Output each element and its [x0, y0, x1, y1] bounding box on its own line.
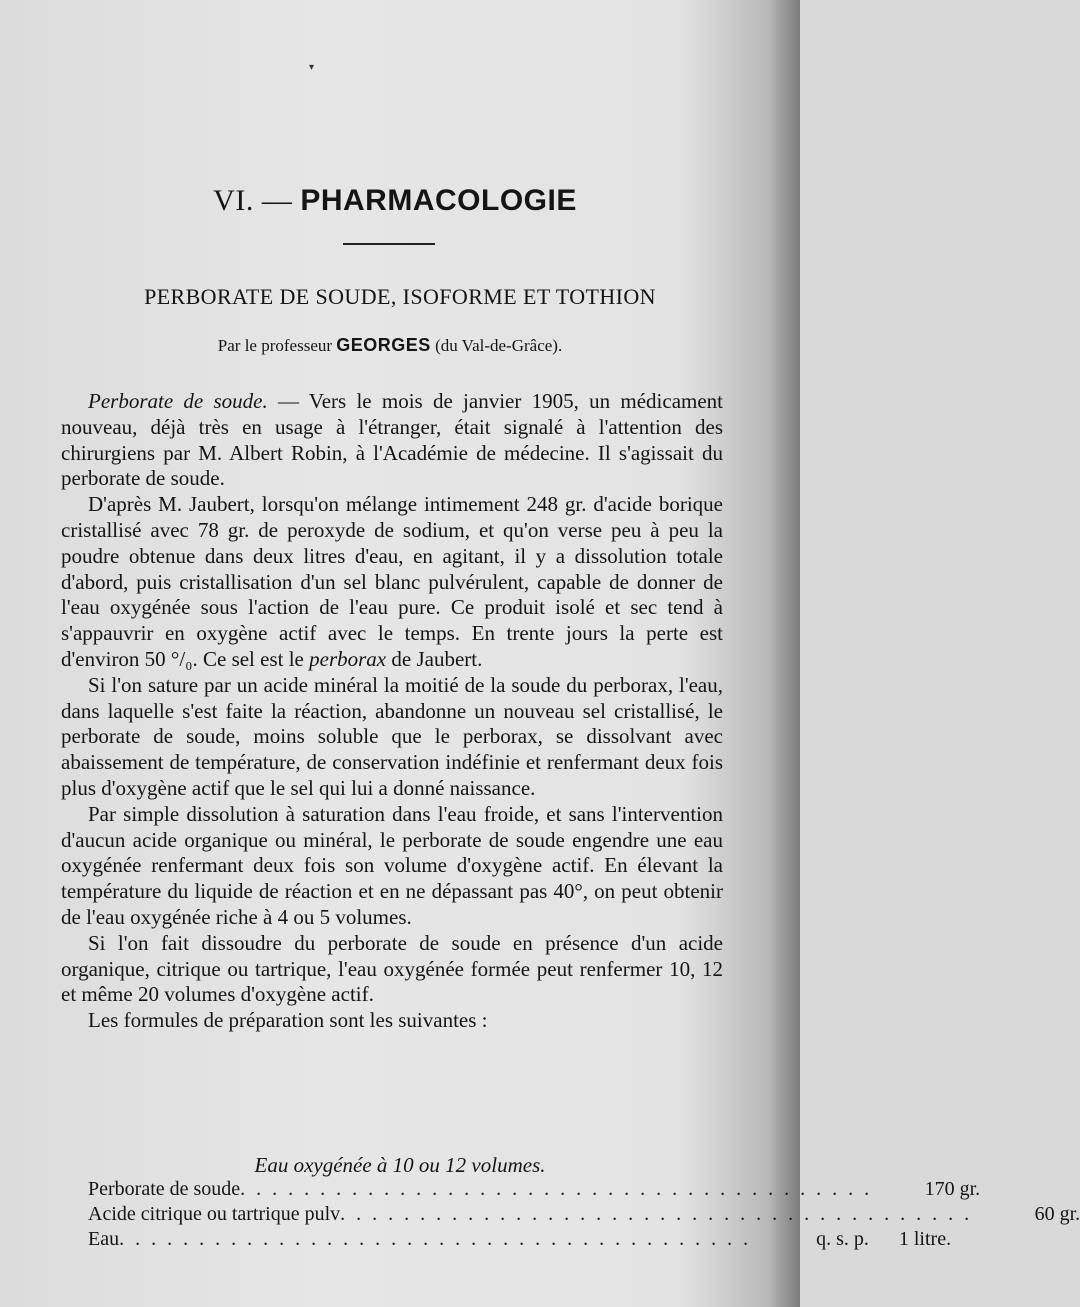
recipe-title: Eau oxygénée à 10 ou 12 volumes.	[254, 1153, 546, 1177]
paragraph-text: de Jaubert.	[386, 646, 483, 671]
paragraph-italic-term: perborax	[309, 646, 387, 671]
paragraph-lead: Perborate de soude.	[88, 389, 268, 413]
paragraph: Si l'on fait dissoudre du perborate de soude en présence d'un acide organique, citrique ou tartrique, l'eau oxygénée formée peut renfermer 10, 12 et même 20 volumes d'oxygène actif.	[61, 930, 723, 1007]
recipe-ingredient: Eau	[88, 1228, 120, 1250]
paragraph: Par simple dissolution à saturation dans l'eau froide, et sans l'intervention d'aucun acide organique ou minéral, le perborate de soude engendre une eau oxygénée renfermant deux fois son volume d'oxygène actif. En élevant la température du liquide de réaction et en ne dépassant pas 40°, on peut obtenir de l'eau oxygénée riche à 4 ou 5 volumes.	[61, 801, 723, 929]
paragraph-text: D'après M. Jaubert, lorsqu'on mélange intimement 248 gr. d'acide borique cristallisé avec 78 gr. de peroxyde de sodium, et qu'on verse peu à peu la poudre obtenue dans deux litres d'eau, en agitant, il y a dissolution totale d'abord, puis cristallisation d'un sel blanc pulvérulent, capable de donner de l'eau oxygénée sous l'action de l'eau pure. Ce produit isolé et sec tend à s'appauvrir en oxygène actif avec le temps. En trente jours la perte est d'environ 50 °/₀. Ce sel est le	[61, 492, 723, 671]
recipe-row	[88, 1227, 952, 1252]
byline-prefix: Par le professeur	[217, 336, 333, 355]
recipe-list	[88, 1177, 1080, 1252]
article-title: PERBORATE DE SOUDE, ISOFORME ET TOTHION	[144, 284, 656, 309]
paragraph: Si l'on sature par un acide minéral la moitié de la soude du perborax, l'eau, dans laquelle s'est faite la réaction, abandonne un nouveau sel cristallisé, le perborate de soude, moins soluble que le perborax, se dissolvant avec abaissement de température, de conservation indéfinie et renfermant deux fois plus d'oxygène actif que le sel qui lui a donné naissance.	[61, 672, 723, 800]
recipe-ingredient: Acide citrique ou tartrique pulv	[88, 1203, 341, 1225]
chapter-name: PHARMACOLOGIE	[300, 184, 577, 217]
paragraph	[61, 389, 723, 492]
leader-dots: . . . . . . . . . . . . . . . . . . . . . . . . . . . . . . . . . . . . . . . .	[340, 1203, 973, 1225]
chapter-number: VI. —	[213, 184, 293, 217]
chapter-heading	[0, 184, 790, 218]
byline	[0, 335, 780, 356]
recipe-ingredient: Perborate de soude	[88, 1178, 241, 1200]
paragraph	[61, 492, 723, 673]
heading-rule	[343, 243, 435, 245]
recipe-row	[88, 1202, 1080, 1227]
recipe-row	[88, 1177, 981, 1202]
byline-suffix: (du Val-de-Grâce).	[435, 336, 563, 355]
leader-dots: . . . . . . . . . . . . . . . . . . . . . . . . . . . . . . . . . . . . . . . .	[240, 1178, 873, 1200]
paragraph: Les formules de préparation sont les suivantes :	[88, 1008, 488, 1033]
paragraph-text: — Vers le mois de janvier 1905, un médicament nouveau, déjà très en usage à l'étranger, était signalé à l'attention des chirurgiens par M. Albert Robin, à l'Académie de médecine. Il s'agissait du perborate de soude.	[61, 389, 723, 491]
recipe-quantity: 60 gr.	[1034, 1203, 1080, 1225]
recipe-quantity: q. s. p. 1 litre.	[816, 1228, 952, 1250]
print-mark: ▾	[309, 62, 315, 73]
article-body	[61, 389, 723, 1034]
leader-dots: . . . . . . . . . . . . . . . . . . . . . . . . . . . . . . . . . . . . . . . .	[119, 1228, 752, 1250]
recipe-quantity: 170 gr.	[924, 1178, 981, 1200]
byline-author: GEORGES	[336, 335, 431, 355]
